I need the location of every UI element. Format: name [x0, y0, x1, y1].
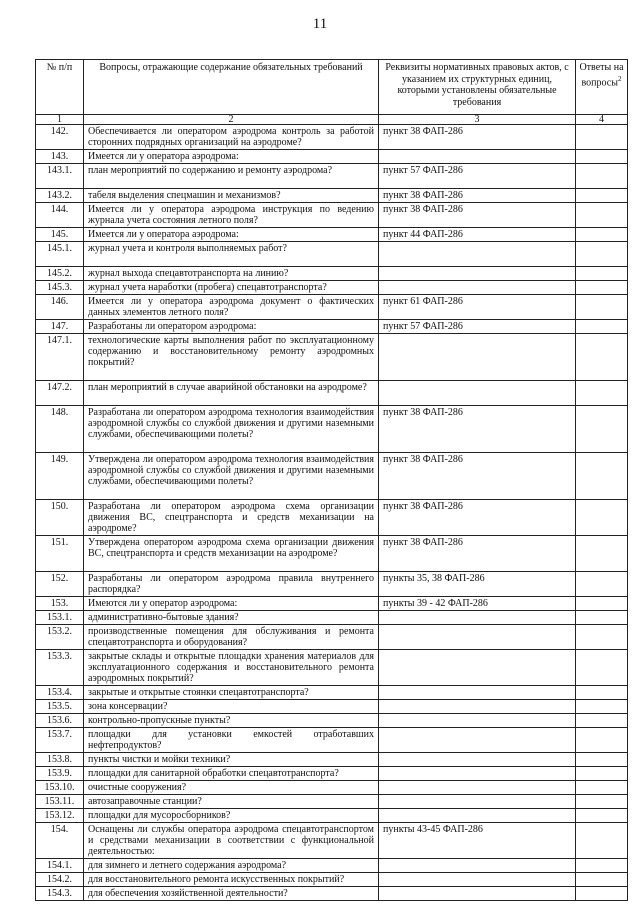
question-text: Разработаны ли оператором аэродрома: — [84, 320, 379, 334]
requisite-reference: пункты 39 - 42 ФАП-286 — [379, 597, 576, 611]
column-number-row — [36, 115, 628, 125]
item-number: 153.2. — [36, 625, 84, 650]
question-text: Имеется ли у оператора аэродрома документ о фактических данных элементов летного поля? — [84, 295, 379, 320]
column-number: 1 — [36, 115, 84, 125]
item-number: 153.10. — [36, 781, 84, 795]
item-number: 154.1. — [36, 859, 84, 873]
requisite-reference — [379, 650, 576, 686]
item-number: 145. — [36, 228, 84, 242]
answer-cell[interactable] — [576, 125, 628, 150]
question-text: административно-бытовые здания? — [84, 611, 379, 625]
item-number: 145.1. — [36, 242, 84, 267]
table-row — [36, 334, 628, 381]
requisite-reference — [379, 714, 576, 728]
question-text: Имеются ли у оператор аэродрома: — [84, 597, 379, 611]
answer-cell[interactable] — [576, 381, 628, 406]
table-row — [36, 228, 628, 242]
table-row — [36, 625, 628, 650]
item-number: 147. — [36, 320, 84, 334]
table-row — [36, 714, 628, 728]
answer-cell[interactable] — [576, 267, 628, 281]
answer-cell[interactable] — [576, 625, 628, 650]
table-row — [36, 406, 628, 453]
answer-cell[interactable] — [576, 281, 628, 295]
answer-cell[interactable] — [576, 203, 628, 228]
answer-cell[interactable] — [576, 150, 628, 164]
answer-cell[interactable] — [576, 242, 628, 267]
question-text: для зимнего и летнего содержания аэродрома? — [84, 859, 379, 873]
requisite-reference — [379, 700, 576, 714]
item-number: 153.6. — [36, 714, 84, 728]
column-number: 2 — [84, 115, 379, 125]
table-row — [36, 295, 628, 320]
table-row — [36, 781, 628, 795]
item-number: 150. — [36, 500, 84, 536]
question-text: Обеспечивается ли оператором аэродрома контроль за работой сторонних подрядных организаций на аэродроме? — [84, 125, 379, 150]
question-text: зона консервации? — [84, 700, 379, 714]
item-number: 153.7. — [36, 728, 84, 753]
question-text: пункты чистки и мойки техники? — [84, 753, 379, 767]
item-number: 154.3. — [36, 887, 84, 901]
question-text: журнал учета и контроля выполняемых работ? — [84, 242, 379, 267]
table-row — [36, 753, 628, 767]
table-row — [36, 267, 628, 281]
table-row — [36, 700, 628, 714]
answer-cell[interactable] — [576, 334, 628, 381]
table-row — [36, 572, 628, 597]
answer-cell[interactable] — [576, 572, 628, 597]
answer-cell[interactable] — [576, 453, 628, 500]
requisite-reference: пункты 43-45 ФАП-286 — [379, 823, 576, 859]
question-text: закрытые склады и открытые площадки хранения материалов для эксплуатационного содержания и восстановительного ремонта аэродромных покрытий? — [84, 650, 379, 686]
table-row — [36, 728, 628, 753]
answer-cell[interactable] — [576, 295, 628, 320]
question-text: Имеется ли у оператора аэродрома инструкция по ведению журнала учета состояния летного поля? — [84, 203, 379, 228]
question-text: контрольно-пропускные пункты? — [84, 714, 379, 728]
table-row — [36, 189, 628, 203]
table-row — [36, 203, 628, 228]
table-row — [36, 320, 628, 334]
answer-cell[interactable] — [576, 500, 628, 536]
table-row — [36, 150, 628, 164]
header-answers — [576, 60, 628, 115]
answer-cell[interactable] — [576, 228, 628, 242]
header-question: Вопросы, отражающие содержание обязательных требований — [84, 60, 379, 115]
requisite-reference — [379, 873, 576, 887]
requisite-reference: пункт 38 ФАП-286 — [379, 500, 576, 536]
requisite-reference: пункт 44 ФАП-286 — [379, 228, 576, 242]
requisite-reference: пункты 35, 38 ФАП-286 — [379, 572, 576, 597]
item-number: 153.12. — [36, 809, 84, 823]
table-row — [36, 611, 628, 625]
requisite-reference: пункт 38 ФАП-286 — [379, 536, 576, 572]
requisite-reference: пункт 57 ФАП-286 — [379, 320, 576, 334]
header-requisites: Реквизиты нормативных правовых актов, с указанием их структурных единиц, которыми установлены обязательные требования — [379, 60, 576, 115]
question-text: производственные помещения для обслуживания и ремонта спецавтотранспорта и оборудования? — [84, 625, 379, 650]
item-number: 144. — [36, 203, 84, 228]
question-text: журнал выхода спецавтотранспорта на линию? — [84, 267, 379, 281]
answer-cell[interactable] — [576, 795, 628, 809]
answer-cell[interactable] — [576, 728, 628, 753]
table-row — [36, 873, 628, 887]
item-number: 153.3. — [36, 650, 84, 686]
question-text: площадки для санитарной обработки спецавтотранспорта? — [84, 767, 379, 781]
item-number: 152. — [36, 572, 84, 597]
requirements-checklist-table — [35, 59, 628, 901]
item-number: 154. — [36, 823, 84, 859]
requisite-reference — [379, 753, 576, 767]
answer-cell[interactable] — [576, 164, 628, 189]
answer-cell[interactable] — [576, 714, 628, 728]
item-number: 142. — [36, 125, 84, 150]
answer-cell[interactable] — [576, 536, 628, 572]
table-row — [36, 281, 628, 295]
item-number: 153.8. — [36, 753, 84, 767]
requisite-reference — [379, 728, 576, 753]
question-text: площадки для мусоросборников? — [84, 809, 379, 823]
requisite-reference — [379, 611, 576, 625]
item-number: 148. — [36, 406, 84, 453]
requisite-reference — [379, 281, 576, 295]
requisite-reference — [379, 809, 576, 823]
answer-cell[interactable] — [576, 189, 628, 203]
column-number: 3 — [379, 115, 576, 125]
question-text: технологические карты выполнения работ по эксплуатационному содержанию и восстановительному ремонту аэродромных покрытий? — [84, 334, 379, 381]
table-row — [36, 125, 628, 150]
table-row — [36, 767, 628, 781]
header-answers-label: Ответы на вопросы — [579, 62, 624, 88]
answer-cell[interactable] — [576, 320, 628, 334]
requisite-reference: пункт 38 ФАП-286 — [379, 189, 576, 203]
item-number: 151. — [36, 536, 84, 572]
question-text: журнал учета наработки (пробега) спецавтотранспорта? — [84, 281, 379, 295]
answer-cell[interactable] — [576, 597, 628, 611]
question-text: Имеется ли у оператора аэродрома: — [84, 150, 379, 164]
requisite-reference — [379, 334, 576, 381]
requisite-reference — [379, 381, 576, 406]
requisite-reference — [379, 781, 576, 795]
table-row — [36, 795, 628, 809]
item-number: 154.2. — [36, 873, 84, 887]
item-number: 146. — [36, 295, 84, 320]
table-row — [36, 164, 628, 189]
question-text: план мероприятий в случае аварийной обстановки на аэродроме? — [84, 381, 379, 406]
column-number: 4 — [576, 115, 628, 125]
question-text: площадки для установки емкостей отработавших нефтепродуктов? — [84, 728, 379, 753]
requisite-reference: пункт 38 ФАП-286 — [379, 406, 576, 453]
header-row — [36, 60, 628, 115]
table-row — [36, 536, 628, 572]
question-text: очистные сооружения? — [84, 781, 379, 795]
table-row — [36, 453, 628, 500]
item-number: 143.1. — [36, 164, 84, 189]
table-row — [36, 597, 628, 611]
header-num: № п/п — [36, 60, 84, 115]
question-text: Утверждена оператором аэродрома схема организации движения ВС, спецтранспорта и средств механизации на аэродроме? — [84, 536, 379, 572]
item-number: 143. — [36, 150, 84, 164]
requisite-reference: пункт 61 ФАП-286 — [379, 295, 576, 320]
answer-cell[interactable] — [576, 887, 628, 901]
answer-cell[interactable] — [576, 650, 628, 686]
item-number: 153.1. — [36, 611, 84, 625]
question-text: Оснащены ли службы оператора аэродрома спецавтотранспортом и средствами механизации в соответствии с функциональной деятельностью: — [84, 823, 379, 859]
requisite-reference: пункт 57 ФАП-286 — [379, 164, 576, 189]
question-text: для восстановительного ремонта искусственных покрытий? — [84, 873, 379, 887]
table-row — [36, 686, 628, 700]
answer-cell[interactable] — [576, 823, 628, 859]
answer-cell[interactable] — [576, 700, 628, 714]
table-row — [36, 823, 628, 859]
requisite-reference: пункт 38 ФАП-286 — [379, 203, 576, 228]
table-row — [36, 809, 628, 823]
answer-cell[interactable] — [576, 873, 628, 887]
item-number: 153.9. — [36, 767, 84, 781]
answer-cell[interactable] — [576, 406, 628, 453]
answer-cell[interactable] — [576, 781, 628, 795]
question-text: для обеспечения хозяйственной деятельности? — [84, 887, 379, 901]
item-number: 149. — [36, 453, 84, 500]
item-number: 145.2. — [36, 267, 84, 281]
answer-cell[interactable] — [576, 859, 628, 873]
question-text: Разработаны ли оператором аэродрома правила внутреннего распорядка? — [84, 572, 379, 597]
question-text: закрытые и открытые стоянки спецавтотранспорта? — [84, 686, 379, 700]
requisite-reference: пункт 38 ФАП-286 — [379, 125, 576, 150]
item-number: 147.1. — [36, 334, 84, 381]
table-row — [36, 500, 628, 536]
answer-cell[interactable] — [576, 686, 628, 700]
footnote-marker: 2 — [617, 74, 622, 83]
requisite-reference — [379, 859, 576, 873]
item-number: 147.2. — [36, 381, 84, 406]
item-number: 145.3. — [36, 281, 84, 295]
answer-cell[interactable] — [576, 611, 628, 625]
answer-cell[interactable] — [576, 809, 628, 823]
question-text: Разработана ли оператором аэродрома схема организации движения ВС, спецтранспорта и средств механизации на аэродроме? — [84, 500, 379, 536]
table-row — [36, 859, 628, 873]
requisite-reference — [379, 767, 576, 781]
question-text: план мероприятий по содержанию и ремонту аэродрома? — [84, 164, 379, 189]
requisite-reference — [379, 686, 576, 700]
requisite-reference — [379, 242, 576, 267]
table-row — [36, 242, 628, 267]
requisite-reference — [379, 150, 576, 164]
question-text: Разработана ли оператором аэродрома технология взаимодействия аэродромной службы со службой движения и другими наземными службами, обеспечивающими полеты? — [84, 406, 379, 453]
table-row — [36, 381, 628, 406]
page-number: 11 — [312, 16, 328, 32]
answer-cell[interactable] — [576, 767, 628, 781]
requisite-reference — [379, 795, 576, 809]
item-number: 143.2. — [36, 189, 84, 203]
question-text: Имеется ли у оператора аэродрома: — [84, 228, 379, 242]
item-number: 153. — [36, 597, 84, 611]
question-text: табеля выделения спецмашин и механизмов? — [84, 189, 379, 203]
item-number: 153.11. — [36, 795, 84, 809]
requisite-reference: пункт 38 ФАП-286 — [379, 453, 576, 500]
table-row — [36, 650, 628, 686]
question-text: автозаправочные станции? — [84, 795, 379, 809]
requisite-reference — [379, 887, 576, 901]
table-row — [36, 887, 628, 901]
requisite-reference — [379, 625, 576, 650]
question-text: Утверждена ли оператором аэродрома технология взаимодействия аэродромной службы со службой движения и другими наземными службами, обеспечивающими полеты? — [84, 453, 379, 500]
checklist-body — [36, 125, 628, 901]
answer-cell[interactable] — [576, 753, 628, 767]
item-number: 153.4. — [36, 686, 84, 700]
requisite-reference — [379, 267, 576, 281]
item-number: 153.5. — [36, 700, 84, 714]
